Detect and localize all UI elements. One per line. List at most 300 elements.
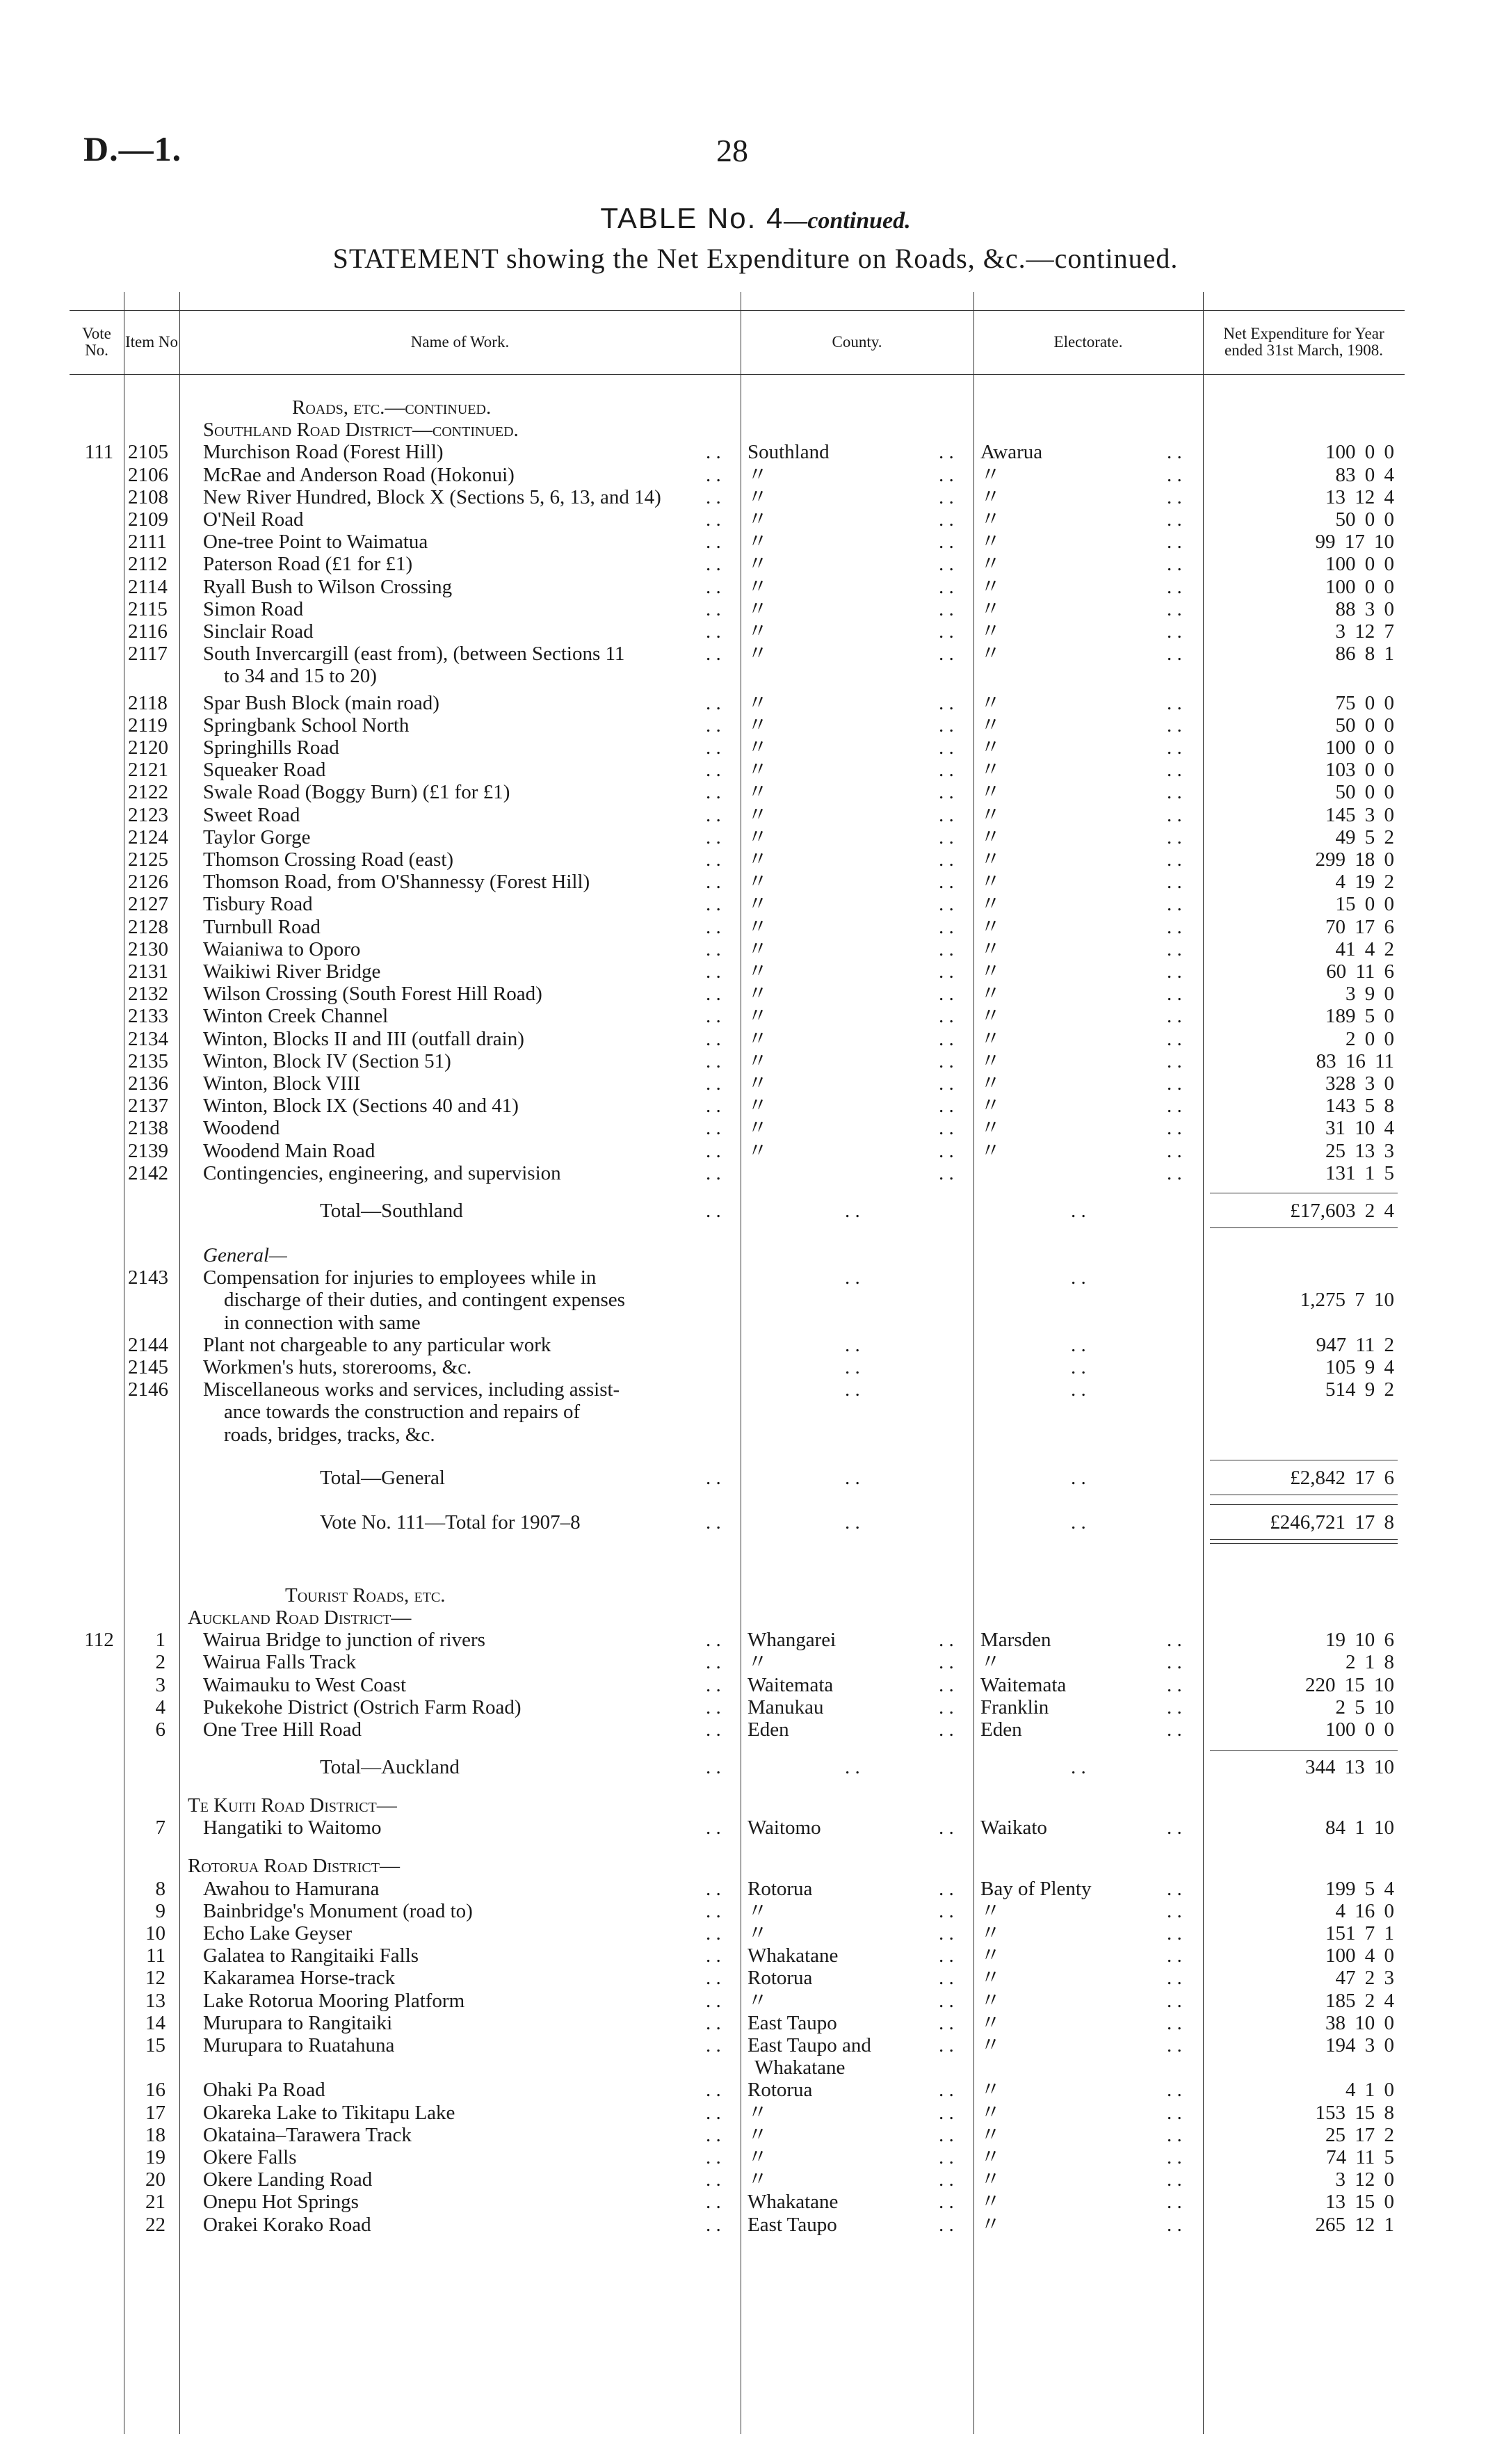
county-cell: 〃: [748, 983, 768, 1006]
leader-dots: . .: [1167, 781, 1182, 804]
work-name: Galatea to Rangitaiki Falls: [203, 1944, 419, 1967]
leader-dots: . .: [1167, 871, 1182, 894]
item-number: 2130: [128, 937, 168, 960]
leader-dots: . .: [939, 848, 954, 871]
county-cell: 〃: [748, 871, 768, 894]
leader-dots: . .: [1167, 1696, 1182, 1718]
leader-dots: . .: [1071, 1511, 1086, 1533]
item-number: 13: [145, 1989, 165, 2012]
leader-dots: . .: [706, 691, 721, 714]
net-expenditure: 2 1 8: [1346, 1651, 1394, 1674]
county-cell: 〃: [748, 597, 768, 620]
net-expenditure: 74 11 5: [1326, 2146, 1394, 2168]
leader-dots: . .: [1071, 1333, 1086, 1356]
county-continuation: [70, 2056, 1405, 2079]
leader-dots: . .: [939, 2213, 954, 2236]
table-row: [70, 848, 1405, 871]
county-cell: Rotorua: [748, 1967, 813, 1990]
net-expenditure: 4 1 0: [1346, 2079, 1394, 2102]
leader-dots: . .: [706, 1049, 721, 1072]
page-number: 28: [716, 133, 748, 168]
leader-dots: . .: [706, 1466, 721, 1489]
work-name: Lake Rotorua Mooring Platform: [203, 1989, 465, 2012]
leader-dots: . .: [1167, 714, 1182, 736]
electorate-cell: 〃: [980, 893, 1001, 916]
leader-dots: . .: [706, 2011, 721, 2034]
leader-dots: . .: [706, 508, 721, 531]
item-number: 1: [155, 1629, 165, 1652]
leader-dots: . .: [706, 1817, 721, 1839]
net-expenditure: 145 3 0: [1325, 803, 1394, 826]
leader-dots: . .: [1167, 1899, 1182, 1922]
total-amount: £17,603 2 4: [1290, 1200, 1394, 1222]
work-name: Waikiwi River Bridge: [203, 960, 381, 983]
item-number: 11: [146, 1944, 165, 1967]
work-name: Spar Bush Block (main road): [203, 691, 439, 714]
electorate-cell: 〃: [980, 1651, 1001, 1674]
table-row: [70, 2214, 1405, 2236]
leader-dots: . .: [706, 1117, 721, 1140]
county-cell: 〃: [748, 781, 768, 804]
leader-dots: . .: [706, 848, 721, 871]
county-continuation-text: Whakatane: [754, 2056, 846, 2079]
leader-dots: . .: [939, 1989, 954, 2012]
item-number: 2119: [128, 714, 168, 736]
net-expenditure: 50 0 0: [1335, 508, 1394, 531]
table-row: [70, 1900, 1405, 1922]
leader-dots: . .: [1167, 1629, 1182, 1652]
leader-dots: . .: [1167, 1049, 1182, 1072]
item-number: 7: [155, 1817, 165, 1839]
net-expenditure: 99 17 10: [1315, 531, 1394, 554]
leader-dots: . .: [939, 937, 954, 960]
electorate-cell: 〃: [980, 2168, 1001, 2191]
table-row: [70, 1356, 1405, 1378]
net-expenditure: 83 0 4: [1335, 463, 1394, 486]
leader-dots: . .: [1167, 759, 1182, 782]
net-expenditure: 25 13 3: [1325, 1139, 1394, 1162]
net-expenditure: 103 0 0: [1325, 759, 1394, 782]
leader-dots: . .: [845, 1466, 860, 1489]
work-name: Wilson Crossing (South Forest Hill Road): [203, 983, 542, 1006]
item-number: 2123: [128, 803, 168, 826]
leader-dots: . .: [706, 575, 721, 598]
net-expenditure: 2 5 10: [1335, 1696, 1394, 1718]
leader-dots: . .: [939, 2123, 954, 2146]
leader-dots: . .: [706, 441, 721, 464]
work-name: Waianiwa to Oporo: [203, 937, 361, 960]
leader-dots: . .: [939, 2191, 954, 2214]
item-number: 21: [145, 2191, 165, 2214]
table-row: [70, 1990, 1405, 2012]
item-number: 2137: [128, 1095, 168, 1118]
item-number: 17: [145, 2101, 165, 2124]
leader-dots: . .: [939, 781, 954, 804]
leader-dots: . .: [939, 871, 954, 894]
leader-dots: . .: [1167, 826, 1182, 848]
section-rotorua: [70, 1855, 1405, 1877]
table-row: [70, 2102, 1405, 2124]
county-cell: 〃: [748, 531, 768, 554]
county-cell: 〃: [748, 759, 768, 782]
item-number: 2105: [128, 441, 168, 464]
leader-dots: . .: [845, 1356, 860, 1378]
leader-dots: . .: [1167, 597, 1182, 620]
leader-dots: . .: [706, 915, 721, 938]
leader-dots: . .: [706, 893, 721, 916]
county-cell: 〃: [748, 1651, 768, 1674]
section-auckland: [70, 1607, 1405, 1629]
table-row: [70, 804, 1405, 826]
leader-dots: . .: [1167, 1718, 1182, 1741]
leader-dots: . .: [706, 2213, 721, 2236]
work-name-continued: roads, bridges, tracks, &c.: [224, 1423, 435, 1446]
leader-dots: . .: [939, 1117, 954, 1140]
county-cell: 〃: [748, 1922, 768, 1944]
table-row: [70, 508, 1405, 531]
net-expenditure: 131 1 5: [1325, 1161, 1394, 1184]
table-row: [70, 643, 1405, 665]
electorate-cell: 〃: [980, 463, 1001, 486]
leader-dots: . .: [1071, 1266, 1086, 1289]
table-row: [70, 2012, 1405, 2034]
row-continuation: [70, 1312, 1405, 1334]
work-name: Murupara to Ruatahuna: [203, 2034, 395, 2056]
electorate-cell: 〃: [980, 1095, 1001, 1118]
table-row: [70, 2034, 1405, 2056]
net-expenditure: 50 0 0: [1335, 714, 1394, 736]
section-tourist: [70, 1584, 1405, 1607]
table-row: [70, 1651, 1405, 1673]
table-row: [70, 781, 1405, 803]
county-cell: East Taupo and: [748, 2034, 871, 2056]
electorate-cell: Eden: [980, 1718, 1022, 1741]
county-cell: 〃: [748, 620, 768, 643]
leader-dots: . .: [939, 531, 954, 554]
leader-dots: . .: [706, 937, 721, 960]
leader-dots: . .: [939, 1922, 954, 1944]
county-cell: 〃: [748, 575, 768, 598]
leader-dots: . .: [939, 1877, 954, 1900]
item-number: 2127: [128, 893, 168, 916]
leader-dots: . .: [939, 1899, 954, 1922]
county-cell: East Taupo: [748, 2213, 837, 2236]
leader-dots: . .: [706, 1005, 721, 1028]
table-row: [70, 464, 1405, 486]
work-name: South Invercargill (east from), (between Sections 11: [203, 643, 625, 666]
net-expenditure: 265 12 1: [1315, 2213, 1394, 2236]
table-row: [70, 759, 1405, 781]
table-row: [70, 983, 1405, 1005]
leader-dots: . .: [1071, 1378, 1086, 1401]
leader-dots: . .: [1167, 531, 1182, 554]
item-number: 2144: [128, 1333, 168, 1356]
electorate-cell: 〃: [980, 736, 1001, 759]
item-number: 2132: [128, 983, 168, 1006]
item-number: 2131: [128, 960, 168, 983]
leader-dots: . .: [1167, 1027, 1182, 1050]
work-name: Thomson Road, from O'Shannessy (Forest Hill): [203, 871, 590, 894]
item-number: 15: [145, 2034, 165, 2056]
section-roads: [70, 396, 1405, 419]
electorate-cell: 〃: [980, 826, 1001, 848]
net-expenditure: 4 19 2: [1335, 871, 1394, 894]
total-vote-111: [70, 1511, 1405, 1533]
work-name: New River Hundred, Block X (Sections 5, 6, 13, and 14): [203, 485, 661, 508]
table-row: [70, 1967, 1405, 1989]
net-expenditure: 100 0 0: [1325, 1718, 1394, 1741]
net-expenditure: 70 17 6: [1325, 915, 1394, 938]
county-cell: 〃: [748, 1139, 768, 1162]
county-cell: 〃: [748, 714, 768, 736]
county-cell: East Taupo: [748, 2011, 837, 2034]
leader-dots: . .: [706, 2191, 721, 2214]
work-name: Winton, Block IX (Sections 40 and 41): [203, 1095, 519, 1118]
leader-dots: . .: [939, 2011, 954, 2034]
work-name: Okataina–Tarawera Track: [203, 2123, 412, 2146]
electorate-cell: 〃: [980, 1967, 1001, 1990]
county-cell: 〃: [748, 691, 768, 714]
leader-dots: . .: [706, 597, 721, 620]
item-number: 2115: [128, 597, 168, 620]
item-number: 2126: [128, 871, 168, 894]
section-tekuiti-text: Te Kuiti Road District—: [188, 1794, 397, 1817]
leader-dots: . .: [939, 1027, 954, 1050]
item-number: 12: [145, 1967, 165, 1990]
leader-dots: . .: [706, 781, 721, 804]
leader-dots: . .: [706, 1967, 721, 1990]
electorate-cell: 〃: [980, 2123, 1001, 2146]
net-expenditure: 49 5 2: [1335, 826, 1394, 848]
work-name-continued: in connection with same: [224, 1311, 421, 1334]
net-expenditure: 38 10 0: [1325, 2011, 1394, 2034]
leader-dots: . .: [706, 1944, 721, 1967]
item-number: 2122: [128, 781, 168, 804]
net-expenditure: 185 2 4: [1325, 1989, 1394, 2012]
leader-dots: . .: [706, 463, 721, 486]
electorate-cell: 〃: [980, 1989, 1001, 2012]
work-name: Thomson Crossing Road (east): [203, 848, 454, 871]
leader-dots: . .: [1167, 1673, 1182, 1696]
electorate-cell: 〃: [980, 871, 1001, 894]
table-row: [70, 1140, 1405, 1162]
leader-dots: . .: [1167, 1651, 1182, 1674]
work-name: Workmen's huts, storerooms, &c.: [203, 1356, 472, 1378]
item-number: 2133: [128, 1005, 168, 1028]
leader-dots: . .: [1167, 960, 1182, 983]
total-auckland: [70, 1756, 1405, 1778]
net-expenditure: 13 12 4: [1325, 485, 1394, 508]
electorate-cell: Bay of Plenty: [980, 1877, 1092, 1900]
table-row: [70, 1028, 1405, 1050]
leader-dots: . .: [706, 1899, 721, 1922]
electorate-cell: Marsden: [980, 1629, 1051, 1652]
col-vote: Vote No.: [82, 325, 111, 359]
leader-dots: . .: [706, 2146, 721, 2168]
electorate-cell: 〃: [980, 575, 1001, 598]
leader-dots: . .: [1167, 620, 1182, 643]
work-name: Plant not chargeable to any particular work: [203, 1333, 551, 1356]
net-expenditure: 50 0 0: [1335, 781, 1394, 804]
leader-dots: . .: [845, 1378, 860, 1401]
leader-dots: . .: [1167, 1877, 1182, 1900]
table-row: [70, 871, 1405, 893]
table-row: [70, 893, 1405, 915]
leader-dots: . .: [1167, 485, 1182, 508]
county-cell: Rotorua: [748, 2079, 813, 2102]
total-label: Vote No. 111—Total for 1907–8: [320, 1511, 581, 1533]
leader-dots: . .: [706, 1989, 721, 2012]
leader-dots: . .: [939, 2101, 954, 2124]
county-cell: 〃: [748, 463, 768, 486]
leader-dots: . .: [706, 759, 721, 782]
row-continuation: [70, 1401, 1405, 1423]
work-name: McRae and Anderson Road (Hokonui): [203, 463, 515, 486]
electorate-cell: 〃: [980, 1117, 1001, 1140]
table-row: [70, 1072, 1405, 1095]
table-number: TABLE No. 4: [600, 202, 784, 234]
item-number: 22: [145, 2213, 165, 2236]
item-number: 2114: [128, 575, 168, 598]
leader-dots: . .: [1167, 915, 1182, 938]
net-expenditure: 105 9 4: [1325, 1356, 1394, 1378]
electorate-cell: Waitemata: [980, 1673, 1067, 1696]
net-expenditure: 3 12 0: [1335, 2168, 1394, 2191]
table-row: [70, 1629, 1405, 1651]
item-number: 20: [145, 2168, 165, 2191]
leader-dots: . .: [939, 803, 954, 826]
item-number: 2139: [128, 1139, 168, 1162]
county-cell: 〃: [748, 915, 768, 938]
electorate-cell: 〃: [980, 2034, 1001, 2056]
document-reference: D.—1.: [83, 129, 182, 168]
leader-dots: . .: [1167, 2191, 1182, 2214]
section-tourist-text: Tourist Roads, etc.: [285, 1584, 446, 1607]
table-row: [70, 1334, 1405, 1356]
leader-dots: . .: [706, 1027, 721, 1050]
electorate-cell: 〃: [980, 2011, 1001, 2034]
leader-dots: . .: [939, 915, 954, 938]
leader-dots: . .: [1167, 2213, 1182, 2236]
county-cell: 〃: [748, 1117, 768, 1140]
row-continuation-text: to 34 and 15 to 20): [224, 665, 377, 688]
net-expenditure: 100 0 0: [1325, 441, 1394, 464]
table-row: [70, 692, 1405, 714]
item-number: 18: [145, 2123, 165, 2146]
leader-dots: . .: [706, 1696, 721, 1718]
electorate-cell: 〃: [980, 848, 1001, 871]
leader-dots: . .: [845, 1266, 860, 1289]
leader-dots: . .: [939, 553, 954, 576]
county-cell: 〃: [748, 1989, 768, 2012]
county-cell: 〃: [748, 2123, 768, 2146]
item-number: 16: [145, 2079, 165, 2102]
table-row: [70, 2146, 1405, 2168]
item-number: 2138: [128, 1117, 168, 1140]
item-number: 10: [145, 1922, 165, 1944]
section-southland: [70, 419, 1405, 441]
leader-dots: . .: [1167, 1922, 1182, 1944]
net-expenditure: 199 5 4: [1325, 1877, 1394, 1900]
leader-dots: . .: [1167, 893, 1182, 916]
net-expenditure: 4 16 0: [1335, 1899, 1394, 1922]
total-amount: £246,721 17 8: [1270, 1511, 1394, 1533]
table-row: [70, 2191, 1405, 2213]
electorate-cell: Franklin: [980, 1696, 1049, 1718]
county-cell: Rotorua: [748, 1877, 813, 1900]
item-number: 2118: [128, 691, 168, 714]
county-cell: 〃: [748, 848, 768, 871]
leader-dots: . .: [706, 2034, 721, 2056]
work-name: Wairua Bridge to junction of rivers: [203, 1629, 485, 1652]
table-row: [70, 1005, 1405, 1027]
net-expenditure: 299 18 0: [1315, 848, 1394, 871]
statement-heading: STATEMENT showing the Net Expenditure on Roads, &c.—continued.: [332, 243, 1179, 274]
leader-dots: . .: [1167, 1161, 1182, 1184]
electorate-cell: 〃: [980, 915, 1001, 938]
table-row: [70, 486, 1405, 508]
item-number: 3: [155, 1673, 165, 1696]
table-row: [70, 1050, 1405, 1072]
county-cell: 〃: [748, 2101, 768, 2124]
section-tekuiti: [70, 1794, 1405, 1817]
electorate-cell: 〃: [980, 759, 1001, 782]
net-expenditure: 88 3 0: [1335, 597, 1394, 620]
net-expenditure: 19 10 6: [1325, 1629, 1394, 1652]
electorate-cell: 〃: [980, 2146, 1001, 2168]
net-expenditure: 220 15 10: [1305, 1673, 1394, 1696]
county-cell: Whakatane: [748, 2191, 839, 2214]
leader-dots: . .: [1167, 1817, 1182, 1839]
table-row: [70, 1162, 1405, 1184]
county-cell: 〃: [748, 937, 768, 960]
leader-dots: . .: [706, 531, 721, 554]
work-name-continued: discharge of their duties, and contingent expenses: [224, 1289, 625, 1312]
leader-dots: . .: [939, 1673, 954, 1696]
leader-dots: . .: [1167, 553, 1182, 576]
leader-dots: . .: [1167, 1117, 1182, 1140]
net-expenditure: 1,275 7 10: [1300, 1289, 1394, 1312]
electorate-cell: 〃: [980, 781, 1001, 804]
item-number: 2109: [128, 508, 168, 531]
col-item: Item No: [124, 333, 178, 351]
leader-dots: . .: [706, 620, 721, 643]
amount-row: [70, 1289, 1405, 1311]
leader-dots: . .: [706, 2101, 721, 2124]
leader-dots: . .: [706, 1161, 721, 1184]
leader-dots: . .: [939, 1696, 954, 1718]
leader-dots: . .: [939, 736, 954, 759]
section-general: [70, 1244, 1405, 1266]
leader-dots: . .: [1167, 1944, 1182, 1967]
table-row: [70, 1117, 1405, 1139]
electorate-cell: 〃: [980, 553, 1001, 576]
table-row: [70, 620, 1405, 643]
item-number: 2136: [128, 1072, 168, 1095]
work-name: Paterson Road (£1 for £1): [203, 553, 413, 576]
county-cell: 〃: [748, 826, 768, 848]
work-name: Woodend Main Road: [203, 1139, 375, 1162]
net-expenditure: 47 2 3: [1335, 1967, 1394, 1990]
leader-dots: . .: [845, 1756, 860, 1779]
electorate-cell: 〃: [980, 620, 1001, 643]
net-expenditure: 15 0 0: [1335, 893, 1394, 916]
electorate-cell: 〃: [980, 508, 1001, 531]
item-number: 2108: [128, 485, 168, 508]
net-expenditure: 328 3 0: [1325, 1072, 1394, 1095]
county-cell: 〃: [748, 1049, 768, 1072]
leader-dots: . .: [939, 1049, 954, 1072]
